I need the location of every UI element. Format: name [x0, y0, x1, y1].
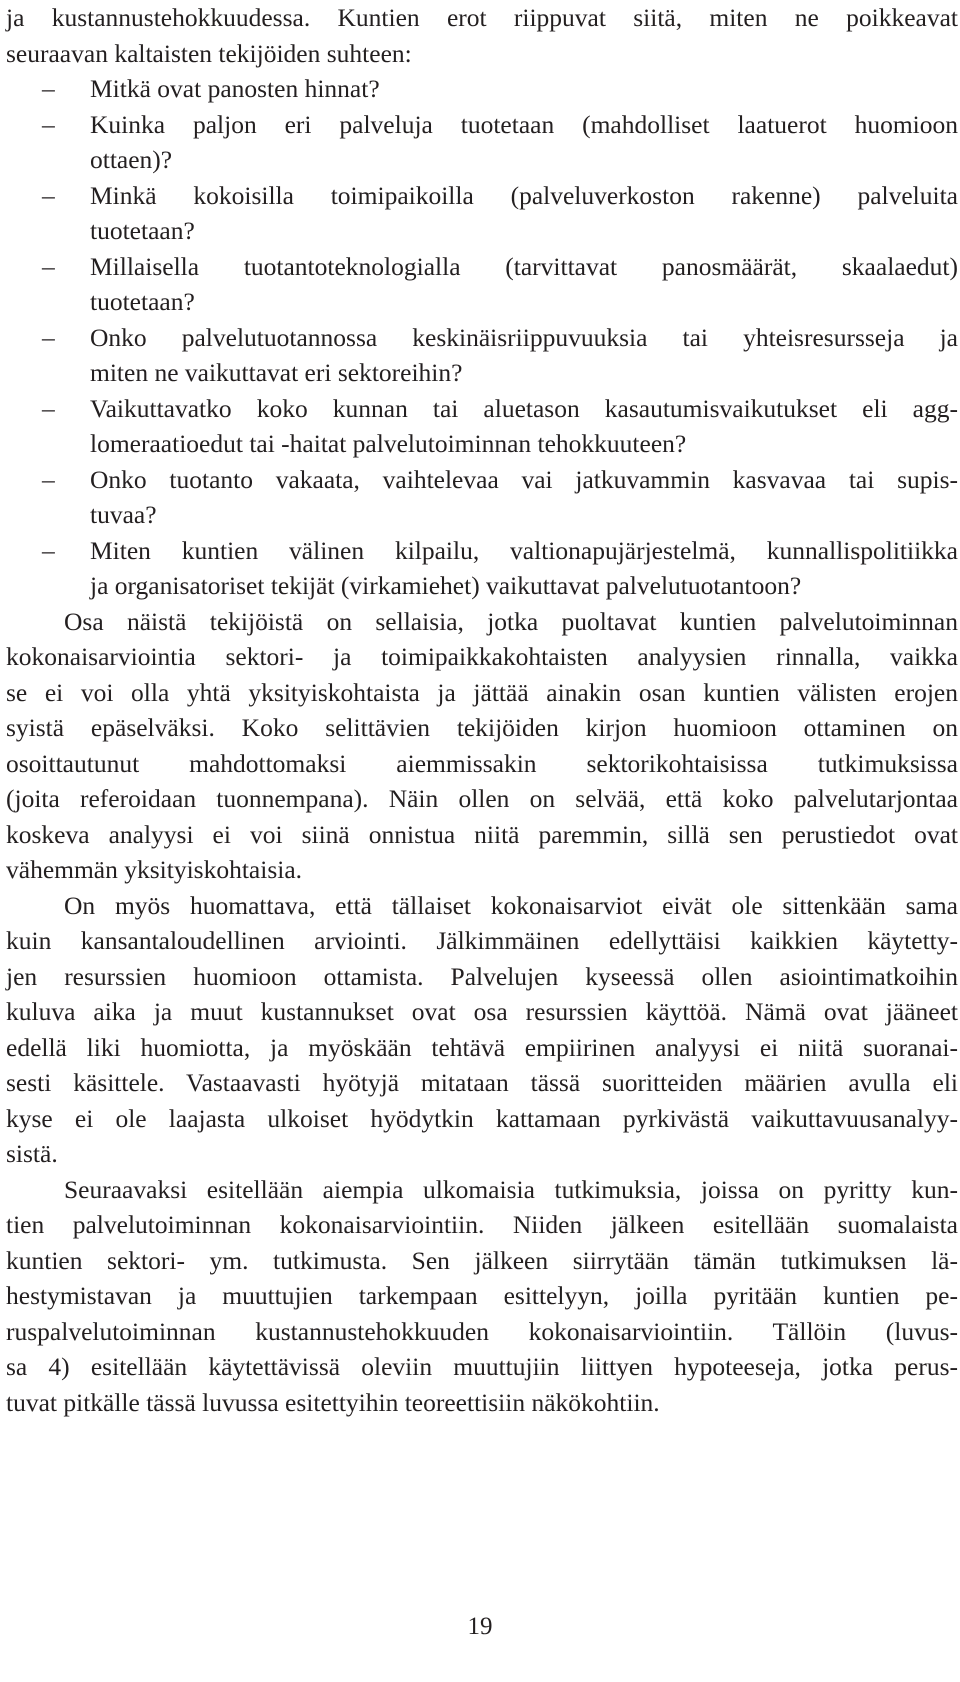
text-line: se ei voi olla yhtä yksityiskohtaista ja jättää ainakin osan kuntien välisten erojen: [6, 677, 958, 707]
dash-bullet: –: [42, 322, 55, 352]
list-item-text: Onko tuotanto vakaata, vaihtelevaa vai jatkuvammin kasvavaa tai supis-: [90, 464, 958, 494]
question-list: [6, 71, 958, 604]
text-line: tien palvelutoiminnan kokonaisarviointiin. Niiden jälkeen esitellään suomalaista: [6, 1210, 958, 1239]
text-line: (joita referoidaan tuonnempana). Näin ollen on selvää, että koko palvelutarjontaa: [6, 784, 958, 813]
text-line: edellä liki huomiotta, ja myöskään tehtävä empiirinen analyysi ei niitä suoranai-: [6, 1032, 958, 1062]
text-line: On myös huomattava, että tällaiset kokonaisarviot eivät ole sittenkään sama: [64, 890, 958, 920]
dash-bullet: –: [42, 109, 55, 139]
list-item-text: Millaisella tuotantoteknologialla (tarvittavat panosmäärät, skaalaedut): [90, 251, 958, 281]
dash-bullet: –: [42, 464, 55, 494]
list-item-text: Mitkä ovat panosten hinnat?: [90, 74, 380, 103]
list-item-text: tuvaa?: [90, 500, 157, 529]
text-line: jen resurssien huomioon ottamista. Palvelujen kyseessä ollen asiointimatkoihin: [6, 961, 958, 991]
list-item-text: Kuinka paljon eri palveluja tuotetaan (mahdolliset laatuerot huomioon: [90, 109, 958, 139]
list-item: [6, 391, 958, 462]
dash-bullet: –: [42, 393, 55, 423]
text-line: hestymistavan ja muuttujien tarkempaan esittelyyn, joilla pyritään kuntien pe-: [6, 1281, 958, 1310]
text-line: seuraavan kaltaisten tekijöiden suhteen:: [6, 38, 412, 68]
list-item-text: lomeraatioedut tai -haitat palvelutoiminnan tehokkuuteen?: [90, 429, 687, 458]
list-item-text: tuotetaan?: [90, 287, 195, 316]
list-item: [6, 533, 958, 604]
list-item-text: Onko palvelutuotannossa keskinäisriippuvuuksia tai yhteisresursseja ja: [90, 322, 958, 352]
list-item: [6, 107, 958, 178]
list-item-text: miten ne vaikuttavat eri sektoreihin?: [90, 358, 463, 387]
list-item: [6, 320, 958, 391]
text-line: sa 4) esitellään käytettävissä oleviin muuttujiin liittyen hypoteeseja, jotka perus-: [6, 1352, 958, 1381]
list-item-text: Vaikuttavatko koko kunnan tai aluetason kasautumisvaikutukset eli agg-: [90, 393, 958, 423]
text-line: syistä epäselväksi. Koko selittävien tekijöiden kirjon huomioon ottaminen on: [6, 713, 958, 742]
list-item-text: Miten kuntien välinen kilpailu, valtionapujärjestelmä, kunnallispolitiikka: [90, 535, 958, 565]
dash-bullet: –: [42, 180, 55, 210]
text-line: kuluva aika ja muut kustannukset ovat osa resurssien käyttöä. Nämä ovat jääneet: [6, 997, 958, 1026]
text-line: tuvat pitkälle tässä luvussa esitettyihin teoreettisiin näkökohtiin.: [6, 1387, 660, 1417]
text-line: Osa näistä tekijöistä on sellaisia, jotka puoltavat kuntien palvelutoiminnan: [64, 606, 958, 636]
text-line: vähemmän yksityiskohtaisia.: [6, 855, 303, 884]
list-item-text: ottaen)?: [90, 145, 173, 174]
document-page: [6, 0, 958, 1420]
body-paragraph: [6, 1172, 958, 1421]
intro-paragraph: [6, 0, 958, 71]
list-item: [6, 462, 958, 533]
text-line: ja kustannustehokkuudessa. Kuntien erot riippuvat siitä, miten ne poikkeavat: [6, 3, 958, 32]
text-line: koskeva analyysi ei voi siinä onnistua niitä paremmin, sillä sen perustiedot ovat: [6, 819, 958, 849]
text-line: kuntien sektori- ym. tutkimusta. Sen jälkeen siirrytään tämän tutkimuksen lä-: [6, 1245, 958, 1275]
list-item: [6, 71, 958, 107]
text-line: kuin kansantaloudellinen arviointi. Jälkimmäinen edellyttäisi kaikkien käytetty-: [6, 926, 958, 955]
text-line: kyse ei ole laajasta ulkoiset hyödytkin kattamaan pyrkivästä vaikuttavuusanalyy-: [6, 1103, 958, 1133]
body-paragraph: [6, 604, 958, 888]
text-line: kokonaisarviointia sektori- ja toimipaikkakohtaisten analyysien rinnalla, vaikka: [6, 642, 958, 671]
list-item-text: Minkä kokoisilla toimipaikoilla (palveluverkoston rakenne) palveluita: [90, 180, 958, 210]
list-item: [6, 249, 958, 320]
list-item-text: tuotetaan?: [90, 216, 195, 245]
list-item-text: ja organisatoriset tekijät (virkamiehet) vaikuttavat palvelutuotantoon?: [90, 571, 802, 600]
body-paragraph: [6, 888, 958, 1172]
dash-bullet: –: [42, 535, 55, 565]
page-number: 19: [467, 1613, 493, 1640]
dash-bullet: –: [42, 74, 55, 103]
text-line: osoittautunut mahdottomaksi aiemmissakin sektorikohtaisissa tutkimuksissa: [6, 748, 958, 778]
text-line: Seuraavaksi esitellään aiempia ulkomaisia tutkimuksia, joissa on pyritty kun-: [64, 1174, 958, 1204]
dash-bullet: –: [42, 251, 55, 281]
text-line: sistä.: [6, 1139, 58, 1168]
text-line: ruspalvelutoiminnan kustannustehokkuuden kokonaisarviointiin. Tällöin (luvus-: [6, 1316, 958, 1346]
text-line: sesti käsittele. Vastaavasti hyötyjä mitataan tässä suoritteiden määrien avulla eli: [6, 1068, 958, 1097]
list-item: [6, 178, 958, 249]
